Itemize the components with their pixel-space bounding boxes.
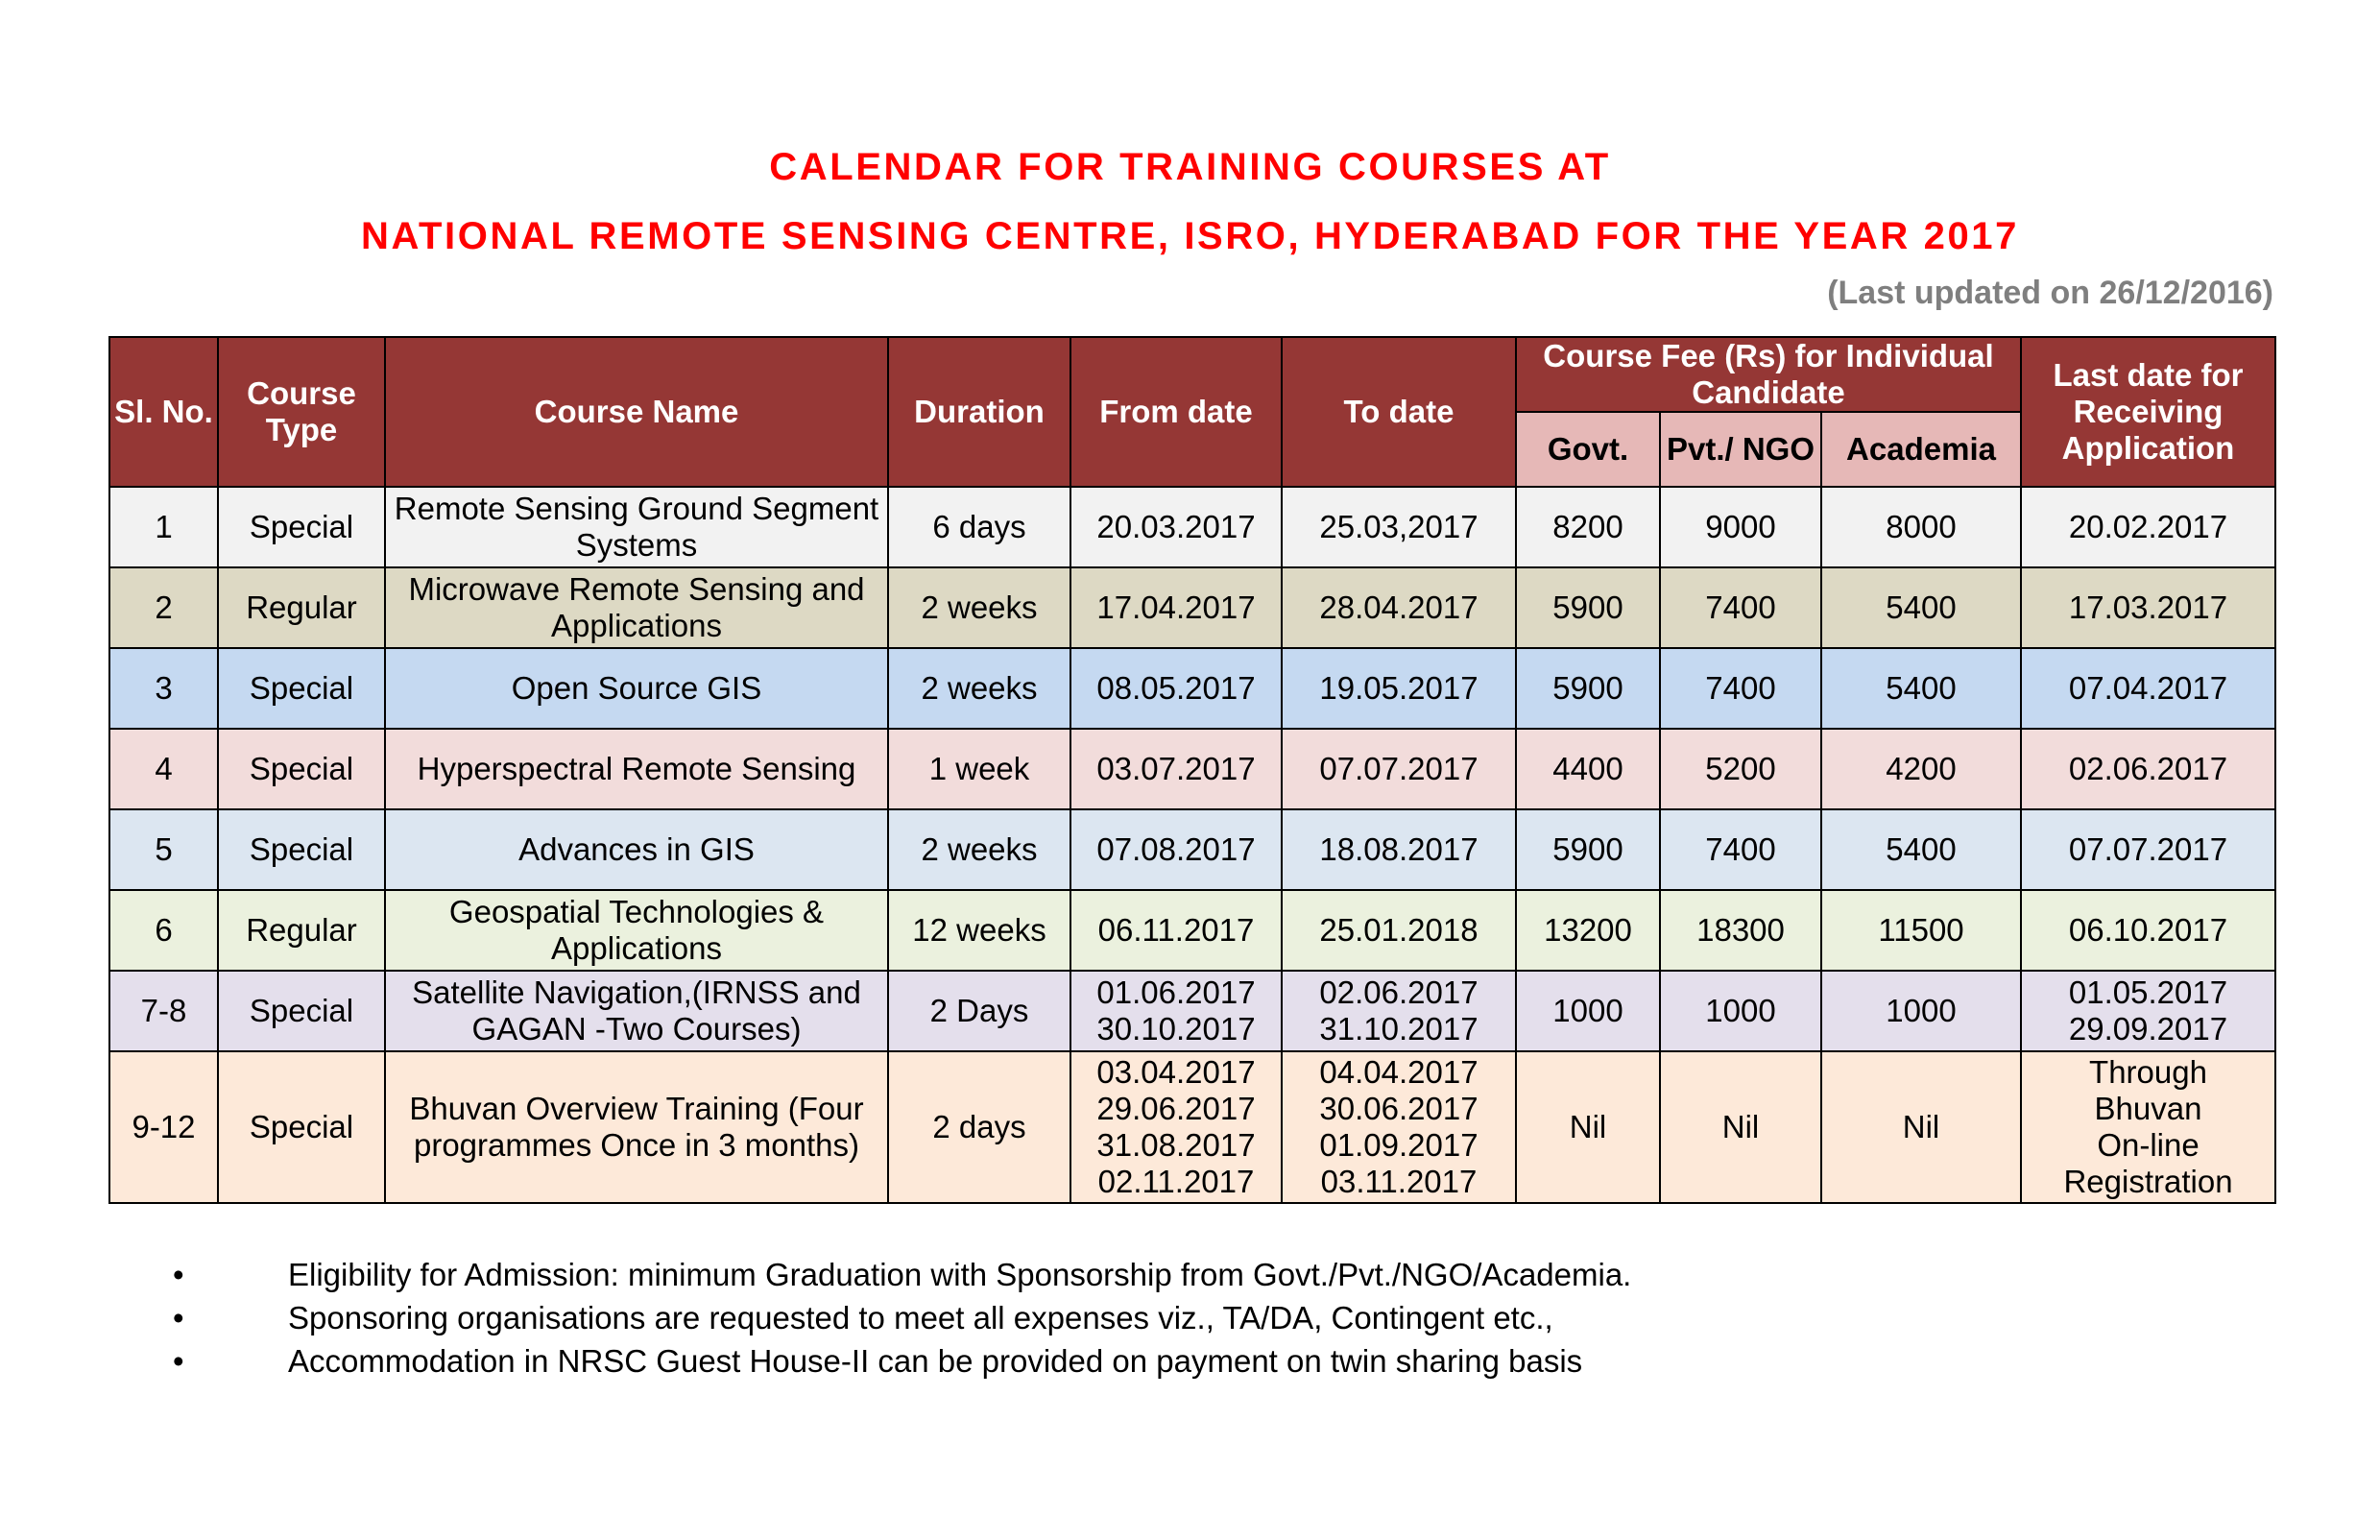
cell-to-date xyxy=(1282,1051,1516,1203)
cell-from-date: 07.08.2017 xyxy=(1070,809,1282,890)
cell-last-date: 02.06.2017 xyxy=(2021,729,2275,809)
header-course-name: Course Name xyxy=(385,337,888,487)
cell-sl-no: 5 xyxy=(109,809,218,890)
cell-duration: 2 Days xyxy=(888,971,1070,1051)
cell-course-type: Special xyxy=(218,648,385,729)
cell-last-date: 17.03.2017 xyxy=(2021,567,2275,648)
cell-fee-academia: 8000 xyxy=(1821,487,2021,567)
cell-course-name: Geospatial Technologies & Applications xyxy=(385,890,888,971)
cell-fee-govt: 4400 xyxy=(1516,729,1660,809)
header-course-type: Course Type xyxy=(218,337,385,487)
cell-course-name: Bhuvan Overview Training (Four programmes Once in 3 months) xyxy=(385,1051,888,1203)
note-text: Eligibility for Admission: minimum Graduation with Sponsorship from Govt./Pvt./NGO/Academia. xyxy=(288,1257,1632,1292)
cell-last-date-line: Bhuvan xyxy=(2094,1091,2202,1126)
cell-to-date: 19.05.2017 xyxy=(1282,648,1516,729)
cell-fee-govt: 5900 xyxy=(1516,648,1660,729)
cell-fee-academia: 5400 xyxy=(1821,809,2021,890)
page-title-line-1: CALENDAR FOR TRAINING COURSES AT xyxy=(769,146,1611,188)
bullet-icon: • xyxy=(173,1300,184,1335)
cell-course-name: Open Source GIS xyxy=(385,648,888,729)
cell-sl-no: 4 xyxy=(109,729,218,809)
cell-fee-govt: 13200 xyxy=(1516,890,1660,971)
cell-fee-pvt-ngo: 7400 xyxy=(1660,567,1821,648)
cell-course-type: Special xyxy=(218,971,385,1051)
cell-last-date: 07.04.2017 xyxy=(2021,648,2275,729)
cell-course-type: Special xyxy=(218,487,385,567)
cell-last-date-line: Through xyxy=(2089,1054,2207,1090)
cell-fee-academia: 5400 xyxy=(1821,567,2021,648)
cell-from-date-line: 30.10.2017 xyxy=(1096,1011,1256,1047)
cell-fee-academia: 5400 xyxy=(1821,648,2021,729)
cell-duration: 2 weeks xyxy=(888,809,1070,890)
cell-fee-pvt-ngo: 1000 xyxy=(1660,971,1821,1051)
cell-fee-academia: 1000 xyxy=(1821,971,2021,1051)
cell-last-date-line: On-line xyxy=(2097,1127,2200,1163)
cell-fee-pvt-ngo: 9000 xyxy=(1660,487,1821,567)
header-fee-govt: Govt. xyxy=(1516,412,1660,487)
cell-duration: 2 days xyxy=(888,1051,1070,1203)
cell-course-type: Special xyxy=(218,809,385,890)
cell-sl-no: 7-8 xyxy=(109,971,218,1051)
cell-course-name: Hyperspectral Remote Sensing xyxy=(385,729,888,809)
header-sl-no: Sl. No. xyxy=(109,337,218,487)
table-row xyxy=(109,971,2275,1051)
bullet-icon: • xyxy=(173,1257,184,1292)
header-from-date: From date xyxy=(1070,337,1282,487)
cell-course-type: Regular xyxy=(218,890,385,971)
cell-fee-pvt-ngo: Nil xyxy=(1660,1051,1821,1203)
cell-last-date: 07.07.2017 xyxy=(2021,809,2275,890)
cell-last-date: 06.10.2017 xyxy=(2021,890,2275,971)
table-row xyxy=(109,809,2275,890)
cell-fee-pvt-ngo: 7400 xyxy=(1660,648,1821,729)
cell-to-date: 07.07.2017 xyxy=(1282,729,1516,809)
cell-to-date-line: 02.06.2017 xyxy=(1319,975,1478,1010)
cell-course-name: Satellite Navigation,(IRNSS and GAGAN -Two Courses) xyxy=(385,971,888,1051)
cell-to-date-line: 30.06.2017 xyxy=(1319,1091,1478,1126)
cell-from-date: 17.04.2017 xyxy=(1070,567,1282,648)
table-row xyxy=(109,567,2275,648)
cell-last-date xyxy=(2021,1051,2275,1203)
header-fee-pvt-ngo: Pvt./ NGO xyxy=(1660,412,1821,487)
cell-course-name: Remote Sensing Ground Segment Systems xyxy=(385,487,888,567)
cell-duration: 6 days xyxy=(888,487,1070,567)
cell-sl-no: 1 xyxy=(109,487,218,567)
cell-from-date xyxy=(1070,1051,1282,1203)
cell-last-date-line: 01.05.2017 xyxy=(2068,975,2228,1010)
cell-from-date: 08.05.2017 xyxy=(1070,648,1282,729)
cell-duration: 2 weeks xyxy=(888,648,1070,729)
header-to-date: To date xyxy=(1282,337,1516,487)
cell-to-date xyxy=(1282,971,1516,1051)
cell-fee-govt: 8200 xyxy=(1516,487,1660,567)
cell-fee-academia: 11500 xyxy=(1821,890,2021,971)
cell-from-date: 06.11.2017 xyxy=(1070,890,1282,971)
cell-duration: 12 weeks xyxy=(888,890,1070,971)
table-row xyxy=(109,890,2275,971)
cell-to-date: 25.01.2018 xyxy=(1282,890,1516,971)
table-row xyxy=(109,1051,2275,1203)
note-text: Accommodation in NRSC Guest House-II can be provided on payment on twin sharing basis xyxy=(288,1343,1583,1379)
cell-from-date-line: 01.06.2017 xyxy=(1096,975,1256,1010)
bullet-icon: • xyxy=(173,1343,184,1379)
cell-last-date-line: Registration xyxy=(2063,1164,2233,1199)
cell-sl-no: 6 xyxy=(109,890,218,971)
cell-from-date: 20.03.2017 xyxy=(1070,487,1282,567)
header-course-fee: Course Fee (Rs) for Individual Candidate xyxy=(1516,337,2021,412)
cell-fee-academia: Nil xyxy=(1821,1051,2021,1203)
cell-to-date: 18.08.2017 xyxy=(1282,809,1516,890)
cell-course-name: Microwave Remote Sensing and Applications xyxy=(385,567,888,648)
cell-fee-pvt-ngo: 18300 xyxy=(1660,890,1821,971)
cell-course-type: Special xyxy=(218,1051,385,1203)
cell-last-date-line: 29.09.2017 xyxy=(2068,1011,2228,1047)
table-row xyxy=(109,648,2275,729)
cell-from-date-line: 31.08.2017 xyxy=(1096,1127,1256,1163)
cell-last-date xyxy=(2021,971,2275,1051)
page-title-line-2: NATIONAL REMOTE SENSING CENTRE, ISRO, HYDERABAD FOR THE YEAR 2017 xyxy=(361,215,2019,257)
cell-to-date: 25.03,2017 xyxy=(1282,487,1516,567)
cell-to-date-line: 03.11.2017 xyxy=(1320,1164,1478,1199)
table-row xyxy=(109,729,2275,809)
cell-fee-pvt-ngo: 5200 xyxy=(1660,729,1821,809)
header-fee-academia: Academia xyxy=(1821,412,2021,487)
cell-duration: 2 weeks xyxy=(888,567,1070,648)
cell-sl-no: 3 xyxy=(109,648,218,729)
cell-to-date-line: 04.04.2017 xyxy=(1319,1054,1478,1090)
cell-fee-academia: 4200 xyxy=(1821,729,2021,809)
cell-course-name: Advances in GIS xyxy=(385,809,888,890)
cell-to-date: 28.04.2017 xyxy=(1282,567,1516,648)
cell-from-date-line: 02.11.2017 xyxy=(1097,1164,1255,1199)
header-last-date: Last date for Receiving Application xyxy=(2021,337,2275,487)
cell-from-date xyxy=(1070,971,1282,1051)
header-duration: Duration xyxy=(888,337,1070,487)
training-calendar-table xyxy=(108,336,2276,1204)
cell-to-date-line: 01.09.2017 xyxy=(1319,1127,1478,1163)
note-text: Sponsoring organisations are requested to meet all expenses viz., TA/DA, Contingent etc., xyxy=(288,1300,1553,1335)
cell-sl-no: 9-12 xyxy=(109,1051,218,1203)
cell-course-type: Regular xyxy=(218,567,385,648)
cell-course-type: Special xyxy=(218,729,385,809)
cell-fee-govt: 5900 xyxy=(1516,809,1660,890)
cell-from-date-line: 29.06.2017 xyxy=(1096,1091,1256,1126)
cell-duration: 1 week xyxy=(888,729,1070,809)
cell-to-date-line: 31.10.2017 xyxy=(1319,1011,1478,1047)
table-row xyxy=(109,487,2275,567)
cell-fee-pvt-ngo: 7400 xyxy=(1660,809,1821,890)
cell-from-date: 03.07.2017 xyxy=(1070,729,1282,809)
cell-sl-no: 2 xyxy=(109,567,218,648)
cell-fee-govt: 1000 xyxy=(1516,971,1660,1051)
table-body xyxy=(109,487,2275,1203)
cell-fee-govt: 5900 xyxy=(1516,567,1660,648)
cell-fee-govt: Nil xyxy=(1516,1051,1660,1203)
cell-last-date: 20.02.2017 xyxy=(2021,487,2275,567)
cell-from-date-line: 03.04.2017 xyxy=(1096,1054,1256,1090)
last-updated-note: (Last updated on 26/12/2016) xyxy=(1827,275,2273,311)
